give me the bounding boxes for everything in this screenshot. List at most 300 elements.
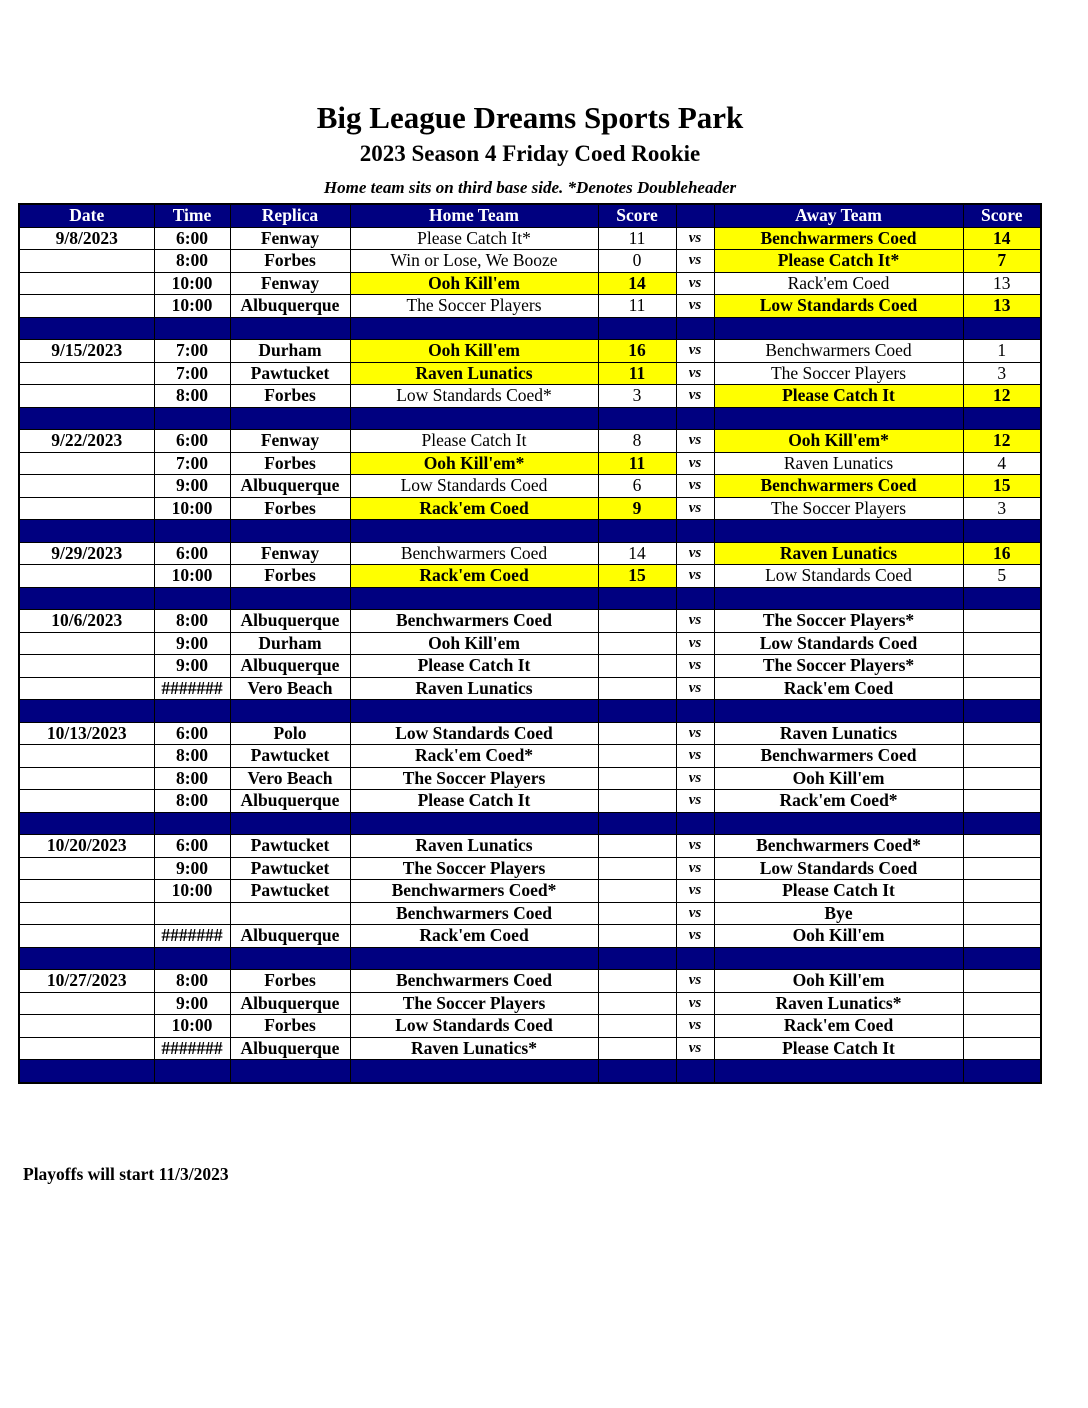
- date-cell: [19, 992, 154, 1015]
- away-team-cell: Low Standards Coed: [714, 632, 963, 655]
- separator-cell: [350, 587, 598, 610]
- home-team-cell: Benchwarmers Coed: [350, 610, 598, 633]
- time-cell: 10:00: [154, 565, 230, 588]
- away-score-cell: 12: [963, 430, 1041, 453]
- away-score-cell: 5: [963, 565, 1041, 588]
- time-cell: 8:00: [154, 610, 230, 633]
- replica-cell: Vero Beach: [230, 677, 350, 700]
- away-score-cell: 16: [963, 542, 1041, 565]
- separator-row: [19, 317, 1041, 340]
- separator-cell: [598, 1060, 676, 1083]
- home-score-cell: [598, 610, 676, 633]
- separator-cell: [154, 587, 230, 610]
- date-cell: [19, 745, 154, 768]
- away-team-cell: The Soccer Players: [714, 497, 963, 520]
- replica-cell: Albuquerque: [230, 1037, 350, 1060]
- separator-row: [19, 520, 1041, 543]
- replica-cell: Vero Beach: [230, 767, 350, 790]
- date-cell: [19, 385, 154, 408]
- vs-cell: vs: [676, 227, 714, 250]
- home-score-cell: [598, 1015, 676, 1038]
- home-score-cell: [598, 925, 676, 948]
- separator-row: [19, 587, 1041, 610]
- away-team-cell: Benchwarmers Coed: [714, 745, 963, 768]
- away-score-cell: 12: [963, 385, 1041, 408]
- replica-cell: Albuquerque: [230, 790, 350, 813]
- time-cell: 8:00: [154, 250, 230, 273]
- home-score-cell: 11: [598, 362, 676, 385]
- vs-cell: vs: [676, 655, 714, 678]
- separator-cell: [714, 947, 963, 970]
- away-score-cell: 1: [963, 340, 1041, 363]
- separator-cell: [598, 947, 676, 970]
- home-team-cell: Benchwarmers Coed: [350, 902, 598, 925]
- home-team-cell: Raven Lunatics: [350, 677, 598, 700]
- replica-cell: Forbes: [230, 250, 350, 273]
- away-score-cell: [963, 835, 1041, 858]
- away-team-cell: Low Standards Coed: [714, 295, 963, 318]
- date-cell: [19, 632, 154, 655]
- away-score-cell: [963, 970, 1041, 993]
- game-row: [19, 542, 1041, 565]
- time-cell: 7:00: [154, 362, 230, 385]
- game-row: [19, 295, 1041, 318]
- home-score-cell: [598, 632, 676, 655]
- away-score-cell: [963, 610, 1041, 633]
- vs-cell: vs: [676, 970, 714, 993]
- replica-cell: Albuquerque: [230, 610, 350, 633]
- game-row: [19, 745, 1041, 768]
- home-score-cell: 14: [598, 542, 676, 565]
- time-cell: 9:00: [154, 475, 230, 498]
- time-cell: [154, 902, 230, 925]
- separator-cell: [714, 587, 963, 610]
- separator-cell: [350, 407, 598, 430]
- separator-cell: [230, 520, 350, 543]
- home-team-cell: Please Catch It: [350, 430, 598, 453]
- vs-cell: vs: [676, 767, 714, 790]
- vs-cell: vs: [676, 857, 714, 880]
- away-team-cell: Raven Lunatics: [714, 452, 963, 475]
- separator-cell: [714, 812, 963, 835]
- home-team-cell: Rack'em Coed: [350, 925, 598, 948]
- vs-cell: vs: [676, 790, 714, 813]
- home-team-cell: Ooh Kill'em: [350, 272, 598, 295]
- away-score-cell: 3: [963, 362, 1041, 385]
- replica-cell: Fenway: [230, 542, 350, 565]
- separator-cell: [963, 812, 1041, 835]
- separator-cell: [230, 812, 350, 835]
- home-score-cell: [598, 790, 676, 813]
- separator-cell: [19, 407, 154, 430]
- date-cell: [19, 452, 154, 475]
- vs-cell: vs: [676, 925, 714, 948]
- home-score-cell: [598, 745, 676, 768]
- away-score-cell: [963, 677, 1041, 700]
- separator-cell: [19, 317, 154, 340]
- game-row: [19, 857, 1041, 880]
- vs-cell: vs: [676, 385, 714, 408]
- home-team-cell: Please Catch It: [350, 790, 598, 813]
- game-row: [19, 340, 1041, 363]
- vs-cell: vs: [676, 362, 714, 385]
- separator-cell: [19, 520, 154, 543]
- game-row: [19, 835, 1041, 858]
- away-team-cell: Ooh Kill'em: [714, 767, 963, 790]
- schedule-table: [18, 203, 1042, 1084]
- header-away-score: Score: [963, 204, 1041, 227]
- home-team-cell: Please Catch It*: [350, 227, 598, 250]
- time-cell: 10:00: [154, 1015, 230, 1038]
- home-team-cell: Rack'em Coed*: [350, 745, 598, 768]
- home-team-cell: The Soccer Players: [350, 767, 598, 790]
- game-row: [19, 992, 1041, 1015]
- date-cell: [19, 655, 154, 678]
- home-score-cell: 0: [598, 250, 676, 273]
- home-team-cell: Win or Lose, We Booze: [350, 250, 598, 273]
- home-team-cell: The Soccer Players: [350, 295, 598, 318]
- time-cell: #######: [154, 677, 230, 700]
- date-cell: 10/20/2023: [19, 835, 154, 858]
- separator-row: [19, 700, 1041, 723]
- separator-cell: [350, 317, 598, 340]
- vs-cell: vs: [676, 497, 714, 520]
- header-home-team: Home Team: [350, 204, 598, 227]
- date-cell: [19, 565, 154, 588]
- replica-cell: Fenway: [230, 227, 350, 250]
- header-home-score: Score: [598, 204, 676, 227]
- replica-cell: Fenway: [230, 430, 350, 453]
- vs-cell: vs: [676, 1015, 714, 1038]
- home-team-cell: Rack'em Coed: [350, 497, 598, 520]
- away-score-cell: [963, 992, 1041, 1015]
- date-cell: [19, 767, 154, 790]
- time-cell: 8:00: [154, 745, 230, 768]
- home-team-cell: The Soccer Players: [350, 992, 598, 1015]
- away-score-cell: 7: [963, 250, 1041, 273]
- away-team-cell: The Soccer Players*: [714, 655, 963, 678]
- game-row: [19, 902, 1041, 925]
- time-cell: 10:00: [154, 295, 230, 318]
- vs-cell: vs: [676, 295, 714, 318]
- date-cell: 10/6/2023: [19, 610, 154, 633]
- vs-cell: vs: [676, 745, 714, 768]
- home-team-cell: Low Standards Coed*: [350, 385, 598, 408]
- time-cell: 10:00: [154, 880, 230, 903]
- game-row: [19, 430, 1041, 453]
- separator-cell: [714, 407, 963, 430]
- game-row: [19, 880, 1041, 903]
- separator-cell: [598, 587, 676, 610]
- away-team-cell: Benchwarmers Coed: [714, 227, 963, 250]
- date-cell: 9/29/2023: [19, 542, 154, 565]
- replica-cell: Durham: [230, 340, 350, 363]
- separator-cell: [19, 587, 154, 610]
- home-team-cell: Ooh Kill'em: [350, 340, 598, 363]
- date-cell: [19, 295, 154, 318]
- header-away-team: Away Team: [714, 204, 963, 227]
- away-score-cell: [963, 857, 1041, 880]
- away-score-cell: 13: [963, 272, 1041, 295]
- time-cell: 6:00: [154, 430, 230, 453]
- game-row: [19, 1015, 1041, 1038]
- home-score-cell: [598, 722, 676, 745]
- replica-cell: Fenway: [230, 272, 350, 295]
- separator-cell: [230, 947, 350, 970]
- time-cell: 6:00: [154, 722, 230, 745]
- date-cell: [19, 475, 154, 498]
- time-cell: 8:00: [154, 767, 230, 790]
- away-team-cell: Please Catch It: [714, 880, 963, 903]
- away-team-cell: Rack'em Coed: [714, 272, 963, 295]
- away-team-cell: Ooh Kill'em: [714, 970, 963, 993]
- replica-cell: Pawtucket: [230, 745, 350, 768]
- away-score-cell: [963, 767, 1041, 790]
- separator-cell: [714, 317, 963, 340]
- home-team-cell: Low Standards Coed: [350, 475, 598, 498]
- home-score-cell: 11: [598, 227, 676, 250]
- vs-cell: vs: [676, 272, 714, 295]
- separator-cell: [598, 812, 676, 835]
- date-cell: [19, 880, 154, 903]
- replica-cell: Pawtucket: [230, 857, 350, 880]
- replica-cell: [230, 902, 350, 925]
- away-team-cell: Raven Lunatics: [714, 542, 963, 565]
- time-cell: 6:00: [154, 542, 230, 565]
- game-row: [19, 385, 1041, 408]
- away-team-cell: Benchwarmers Coed: [714, 340, 963, 363]
- header-row: [19, 204, 1041, 227]
- vs-cell: vs: [676, 835, 714, 858]
- separator-cell: [230, 1060, 350, 1083]
- replica-cell: Forbes: [230, 385, 350, 408]
- header-replica: Replica: [230, 204, 350, 227]
- replica-cell: Durham: [230, 632, 350, 655]
- home-score-cell: 11: [598, 295, 676, 318]
- home-score-cell: [598, 970, 676, 993]
- replica-cell: Pawtucket: [230, 880, 350, 903]
- separator-cell: [154, 520, 230, 543]
- away-team-cell: Raven Lunatics: [714, 722, 963, 745]
- separator-cell: [598, 407, 676, 430]
- away-team-cell: Ooh Kill'em: [714, 925, 963, 948]
- separator-cell: [230, 587, 350, 610]
- time-cell: 6:00: [154, 227, 230, 250]
- date-cell: [19, 1037, 154, 1060]
- replica-cell: Forbes: [230, 1015, 350, 1038]
- header-vs: [676, 204, 714, 227]
- separator-cell: [19, 1060, 154, 1083]
- page-subtitle: 2023 Season 4 Friday Coed Rookie: [359, 141, 701, 166]
- vs-cell: vs: [676, 475, 714, 498]
- time-cell: 8:00: [154, 790, 230, 813]
- date-cell: [19, 902, 154, 925]
- away-team-cell: Please Catch It: [714, 385, 963, 408]
- game-row: [19, 475, 1041, 498]
- separator-cell: [154, 1060, 230, 1083]
- away-team-cell: Rack'em Coed*: [714, 790, 963, 813]
- date-cell: 10/13/2023: [19, 722, 154, 745]
- separator-cell: [350, 812, 598, 835]
- separator-cell: [676, 812, 714, 835]
- separator-row: [19, 1060, 1041, 1083]
- away-team-cell: Bye: [714, 902, 963, 925]
- replica-cell: Forbes: [230, 970, 350, 993]
- home-score-cell: [598, 992, 676, 1015]
- game-row: [19, 272, 1041, 295]
- separator-cell: [963, 587, 1041, 610]
- home-team-cell: The Soccer Players: [350, 857, 598, 880]
- away-score-cell: [963, 925, 1041, 948]
- date-cell: [19, 925, 154, 948]
- page-title: Big League Dreams Sports Park: [316, 100, 744, 135]
- home-score-cell: [598, 767, 676, 790]
- replica-cell: Forbes: [230, 452, 350, 475]
- home-score-cell: [598, 902, 676, 925]
- date-cell: [19, 362, 154, 385]
- home-score-cell: [598, 677, 676, 700]
- away-score-cell: [963, 722, 1041, 745]
- game-row: [19, 1037, 1041, 1060]
- away-team-cell: Please Catch It*: [714, 250, 963, 273]
- vs-cell: vs: [676, 452, 714, 475]
- game-row: [19, 632, 1041, 655]
- separator-cell: [714, 700, 963, 723]
- home-score-cell: [598, 835, 676, 858]
- game-row: [19, 497, 1041, 520]
- home-team-cell: Raven Lunatics: [350, 835, 598, 858]
- replica-cell: Forbes: [230, 565, 350, 588]
- game-row: [19, 610, 1041, 633]
- separator-cell: [963, 317, 1041, 340]
- separator-cell: [676, 700, 714, 723]
- home-score-cell: [598, 655, 676, 678]
- separator-cell: [154, 700, 230, 723]
- time-cell: 8:00: [154, 970, 230, 993]
- header-time: Time: [154, 204, 230, 227]
- away-score-cell: 3: [963, 497, 1041, 520]
- home-score-cell: [598, 857, 676, 880]
- separator-cell: [714, 520, 963, 543]
- game-row: [19, 452, 1041, 475]
- replica-cell: Albuquerque: [230, 992, 350, 1015]
- time-cell: 8:00: [154, 385, 230, 408]
- home-team-cell: Ooh Kill'em*: [350, 452, 598, 475]
- separator-cell: [963, 407, 1041, 430]
- vs-cell: vs: [676, 340, 714, 363]
- separator-cell: [598, 700, 676, 723]
- game-row: [19, 790, 1041, 813]
- game-row: [19, 677, 1041, 700]
- home-team-cell: Rack'em Coed: [350, 565, 598, 588]
- home-team-cell: Low Standards Coed: [350, 722, 598, 745]
- vs-cell: vs: [676, 1037, 714, 1060]
- game-row: [19, 655, 1041, 678]
- separator-cell: [154, 407, 230, 430]
- schedule-note: Home team sits on third base side. *Denotes Doubleheader: [323, 178, 737, 197]
- away-team-cell: Rack'em Coed: [714, 1015, 963, 1038]
- away-score-cell: [963, 745, 1041, 768]
- home-team-cell: Raven Lunatics*: [350, 1037, 598, 1060]
- game-row: [19, 227, 1041, 250]
- away-score-cell: 13: [963, 295, 1041, 318]
- away-score-cell: [963, 902, 1041, 925]
- playoffs-note: Playoffs will start 11/3/2023: [23, 1164, 229, 1184]
- home-score-cell: 14: [598, 272, 676, 295]
- time-cell: 10:00: [154, 272, 230, 295]
- separator-cell: [350, 1060, 598, 1083]
- separator-cell: [350, 947, 598, 970]
- separator-cell: [230, 700, 350, 723]
- separator-cell: [676, 520, 714, 543]
- separator-cell: [350, 520, 598, 543]
- home-score-cell: [598, 880, 676, 903]
- date-cell: [19, 497, 154, 520]
- home-team-cell: Please Catch It: [350, 655, 598, 678]
- separator-cell: [230, 317, 350, 340]
- away-score-cell: [963, 632, 1041, 655]
- separator-cell: [676, 947, 714, 970]
- game-row: [19, 565, 1041, 588]
- game-row: [19, 250, 1041, 273]
- date-cell: [19, 790, 154, 813]
- away-team-cell: Rack'em Coed: [714, 677, 963, 700]
- vs-cell: vs: [676, 632, 714, 655]
- date-cell: [19, 857, 154, 880]
- separator-cell: [154, 812, 230, 835]
- home-score-cell: 3: [598, 385, 676, 408]
- separator-cell: [19, 700, 154, 723]
- date-cell: 9/15/2023: [19, 340, 154, 363]
- separator-cell: [598, 520, 676, 543]
- replica-cell: Albuquerque: [230, 655, 350, 678]
- away-score-cell: [963, 655, 1041, 678]
- replica-cell: Polo: [230, 722, 350, 745]
- replica-cell: Forbes: [230, 497, 350, 520]
- separator-cell: [19, 947, 154, 970]
- away-team-cell: Low Standards Coed: [714, 857, 963, 880]
- home-team-cell: Benchwarmers Coed*: [350, 880, 598, 903]
- separator-cell: [19, 812, 154, 835]
- date-cell: [19, 677, 154, 700]
- time-cell: 7:00: [154, 340, 230, 363]
- away-score-cell: 15: [963, 475, 1041, 498]
- vs-cell: vs: [676, 722, 714, 745]
- home-team-cell: Low Standards Coed: [350, 1015, 598, 1038]
- away-score-cell: 4: [963, 452, 1041, 475]
- game-row: [19, 722, 1041, 745]
- date-cell: 9/8/2023: [19, 227, 154, 250]
- date-cell: [19, 272, 154, 295]
- time-cell: #######: [154, 925, 230, 948]
- replica-cell: Albuquerque: [230, 475, 350, 498]
- away-team-cell: Benchwarmers Coed: [714, 475, 963, 498]
- separator-cell: [598, 317, 676, 340]
- header-date: Date: [19, 204, 154, 227]
- separator-row: [19, 812, 1041, 835]
- home-score-cell: 16: [598, 340, 676, 363]
- time-cell: 6:00: [154, 835, 230, 858]
- separator-row: [19, 407, 1041, 430]
- vs-cell: vs: [676, 880, 714, 903]
- away-team-cell: Ooh Kill'em*: [714, 430, 963, 453]
- home-team-cell: Raven Lunatics: [350, 362, 598, 385]
- away-team-cell: Raven Lunatics*: [714, 992, 963, 1015]
- vs-cell: vs: [676, 610, 714, 633]
- away-team-cell: Please Catch It: [714, 1037, 963, 1060]
- separator-cell: [963, 520, 1041, 543]
- time-cell: 9:00: [154, 992, 230, 1015]
